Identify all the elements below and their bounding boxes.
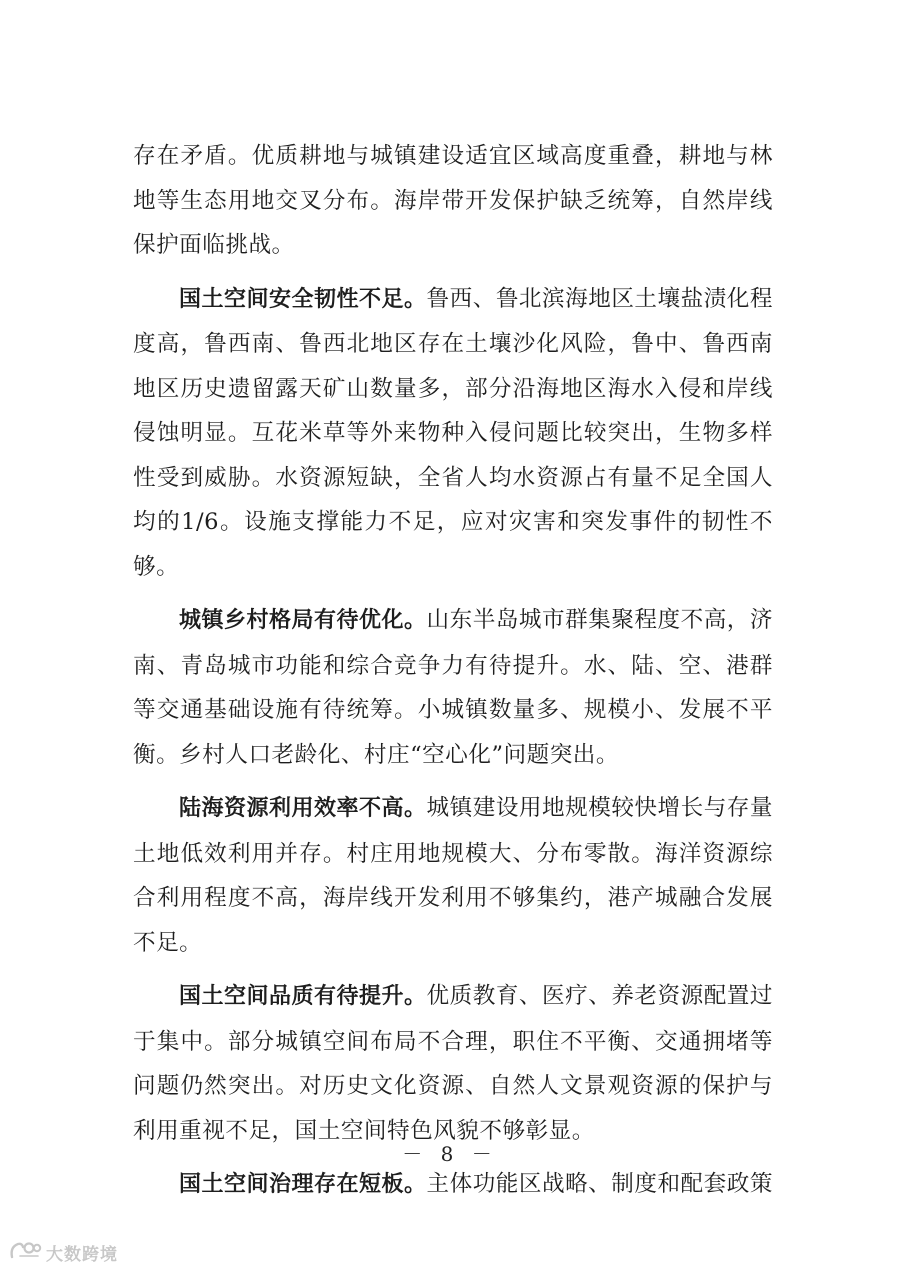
paragraph-5 [133,974,773,1153]
watermark-text: 大数跨境 [46,1244,118,1265]
paragraph-text: 山东半岛城市群集聚程度不高，济南、青岛城市功能和综合竞争力有待提升。水、陆、空、港群等交通基础设施有待统筹。小城镇数量多、规模小、发展不平衡。乡村人口老龄化、村庄“空心化”问题突出。 [133,607,773,768]
paragraph-heading: 国土空间安全韧性不足。 [179,286,427,312]
paragraph-2 [133,277,773,590]
paragraph-text: 优质教育、医疗、养老资源配置过于集中。部分城镇空间布局不合理，职住不平衡、交通拥堵等问题仍然突出。对历史文化资源、自然人文景观资源的保护与利用重视不足，国土空间特色风貌不够彰显。 [133,983,773,1144]
paragraph-text: 主体功能区战略、制度和配套政策 [426,1171,773,1197]
paragraph-heading: 陆海资源利用效率不高。 [179,796,427,821]
paragraph-heading: 城镇乡村格局有待优化。 [179,608,427,633]
paragraph-1 [133,134,773,268]
paragraph-3 [133,598,773,777]
paragraph-4 [133,786,773,965]
document-body [133,134,773,1217]
watermark-logo-icon [8,1239,42,1265]
paragraph-text: 存在矛盾。优质耕地与城镇建设适宜区域高度重叠，耕地与林地等生态用地交叉分布。海岸带开发保护缺乏统筹，自然岸线保护面临挑战。 [133,143,773,258]
paragraph-text: 鲁西、鲁北滨海地区土壤盐渍化程度高，鲁西南、鲁西北地区存在土壤沙化风险，鲁中、鲁西南地区历史遗留露天矿山数量多，部分沿海地区海水入侵和岸线侵蚀明显。互花米草等外来物种入侵问题比较突出，生物多样性受到威胁。水资源短缺，全省人均水资源占有量不足全国人均的1/6。设施支撑能力不足，应对灾害和突发事件的韧性不够。 [133,285,773,580]
paragraph-6 [133,1162,773,1208]
paragraph-heading: 国土空间品质有待提升。 [179,984,427,1009]
watermark [8,1240,118,1264]
paragraph-heading: 国土空间治理存在短板。 [179,1172,427,1197]
paragraph-text: 城镇建设用地规模较快增长与存量土地低效利用并存。村庄用地规模大、分布零散。海洋资源综合利用程度不高，海岸线开发利用不够集约，港产城融合发展不足。 [133,795,773,956]
page-number: － 8 － [402,1142,498,1166]
